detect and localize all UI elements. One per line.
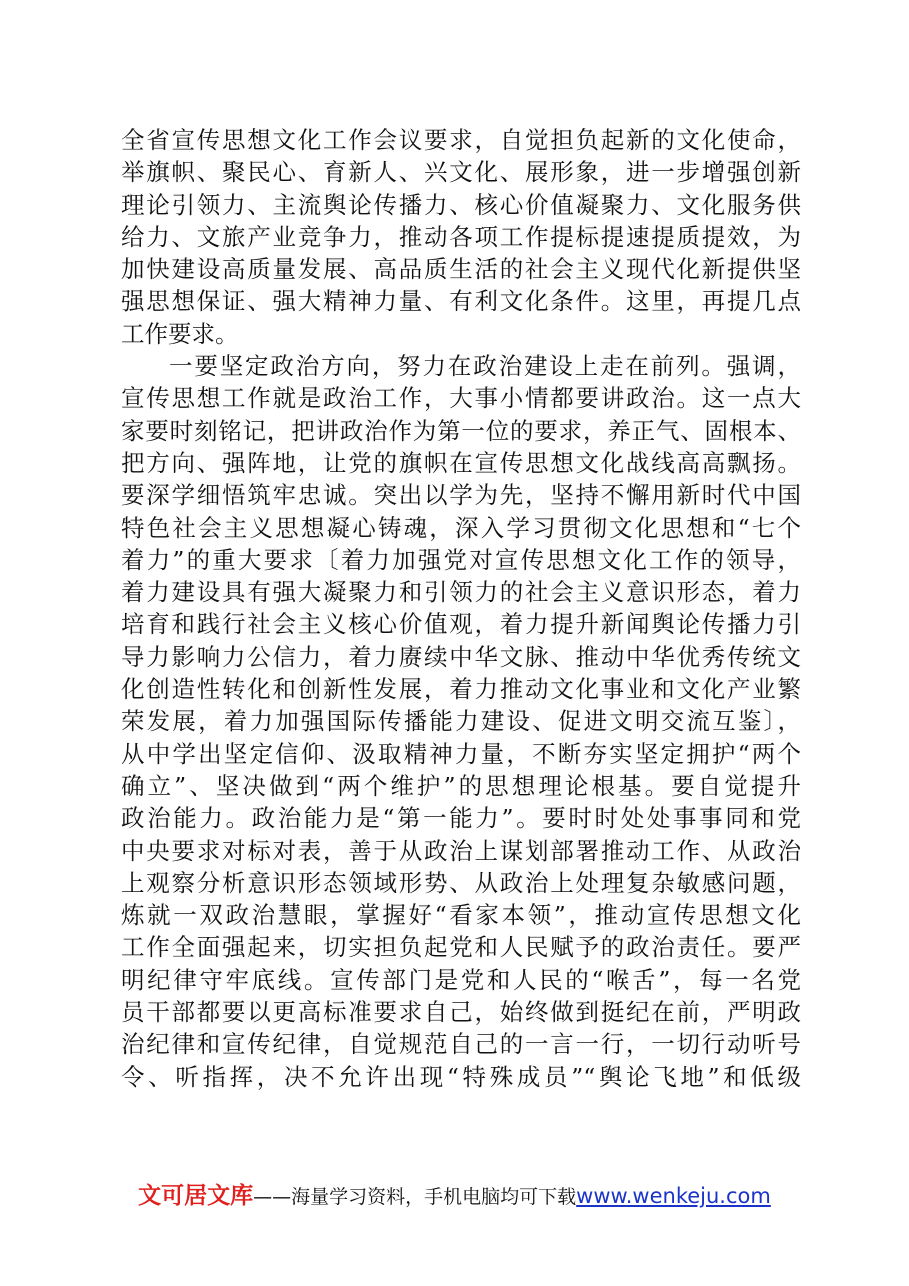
text-line: 化创造性转化和创新性发展，着力推动文化事业和文化产业繁 xyxy=(121,675,801,704)
text-line: 特色社会主义思想凝心铸魂，深入学习贯彻文化思想和“七个 xyxy=(121,513,801,542)
text-line: 要深学细悟筑牢忠诚。突出以学为先，坚持不懈用新时代中国 xyxy=(121,481,801,510)
text-line: 工作全面强起来，切实担负起党和人民赋予的政治责任。要严 xyxy=(121,933,801,962)
text-line: 治纪律和宣传纪律，自觉规范自己的一言一行，一切行动听号 xyxy=(121,1030,801,1059)
footer-tagline: ——海量学习资料，手机电脑均可下载 xyxy=(253,1186,577,1208)
text-line: 中央要求对标对表，善于从政治上谋划部署推动工作、从政治 xyxy=(121,836,801,865)
text-line: 着力建设具有强大凝聚力和引领力的社会主义意识形态，着力 xyxy=(121,578,801,607)
text-line: 培育和践行社会主义核心价值观，着力提升新闻舆论传播力引 xyxy=(121,610,801,639)
text-line: 明纪律守牢底线。宣传部门是党和人民的“喉舌”，每一名党 xyxy=(121,965,801,994)
text-line: 加快建设高质量发展、高品质生活的社会主义现代化新提供坚 xyxy=(121,255,801,284)
text-line: 把方向、强阵地，让党的旗帜在宣传思想文化战线高高飘扬。 xyxy=(121,448,801,477)
text-line: 家要时刻铭记，把讲政治作为第一位的要求，养正气、固根本、 xyxy=(121,416,801,445)
text-line: 导力影响力公信力，着力赓续中华文脉、推动中华优秀传统文 xyxy=(121,642,801,671)
text-line: 理论引领力、主流舆论传播力、核心价值凝聚力、文化服务供 xyxy=(121,190,801,219)
text-line: 从中学出坚定信仰、汲取精神力量，不断夯实坚定拥护“两个 xyxy=(121,739,801,768)
text-line: 荣发展，着力加强国际传播能力建设、促进文明交流互鉴〕， xyxy=(121,707,801,736)
text-line: 炼就一双政治慧眼，掌握好“看家本领”，推动宣传思想文化 xyxy=(121,901,801,930)
text-line-paragraph-start: 一要坚定政治方向，努力在政治建设上走在前列。强调， xyxy=(169,352,801,381)
text-line: 令、听指挥，决不允许出现“特殊成员”“舆论飞地”和低级 xyxy=(121,1062,801,1091)
text-line: 政治能力。政治能力是“第一能力”。要时时处处事事同和党 xyxy=(121,804,801,833)
text-line: 给力、文旅产业竞争力，推动各项工作提标提速提质提效，为 xyxy=(121,222,801,251)
footer-brand: 文可居文库 xyxy=(138,1183,254,1209)
text-line: 着力”的重大要求〔着力加强党对宣传思想文化工作的领导， xyxy=(121,545,801,574)
text-line: 全省宣传思想文化工作会议要求，自觉担负起新的文化使命， xyxy=(121,126,801,154)
text-line: 上观察分析意识形态领域形势、从政治上处理复杂敏感问题， xyxy=(121,868,801,897)
text-line: 确立”、坚决做到“两个维护”的思想理论根基。要自觉提升 xyxy=(121,771,801,800)
text-line: 宣传思想工作就是政治工作，大事小情都要讲政治。这一点大 xyxy=(121,384,801,413)
footer-link[interactable]: www.wenkeju.com xyxy=(576,1184,771,1208)
text-line: 举旗帜、聚民心、育新人、兴文化、展形象，进一步增强创新 xyxy=(121,158,801,187)
text-line: 工作要求。 xyxy=(121,319,239,348)
document-body xyxy=(121,124,801,1093)
text-line: 强思想保证、强大精神力量、有利文化条件。这里，再提几点 xyxy=(121,287,801,316)
text-line: 员干部都要以更高标准要求自己，始终做到挺纪在前，严明政 xyxy=(121,998,801,1027)
footer-banner xyxy=(0,1181,909,1213)
